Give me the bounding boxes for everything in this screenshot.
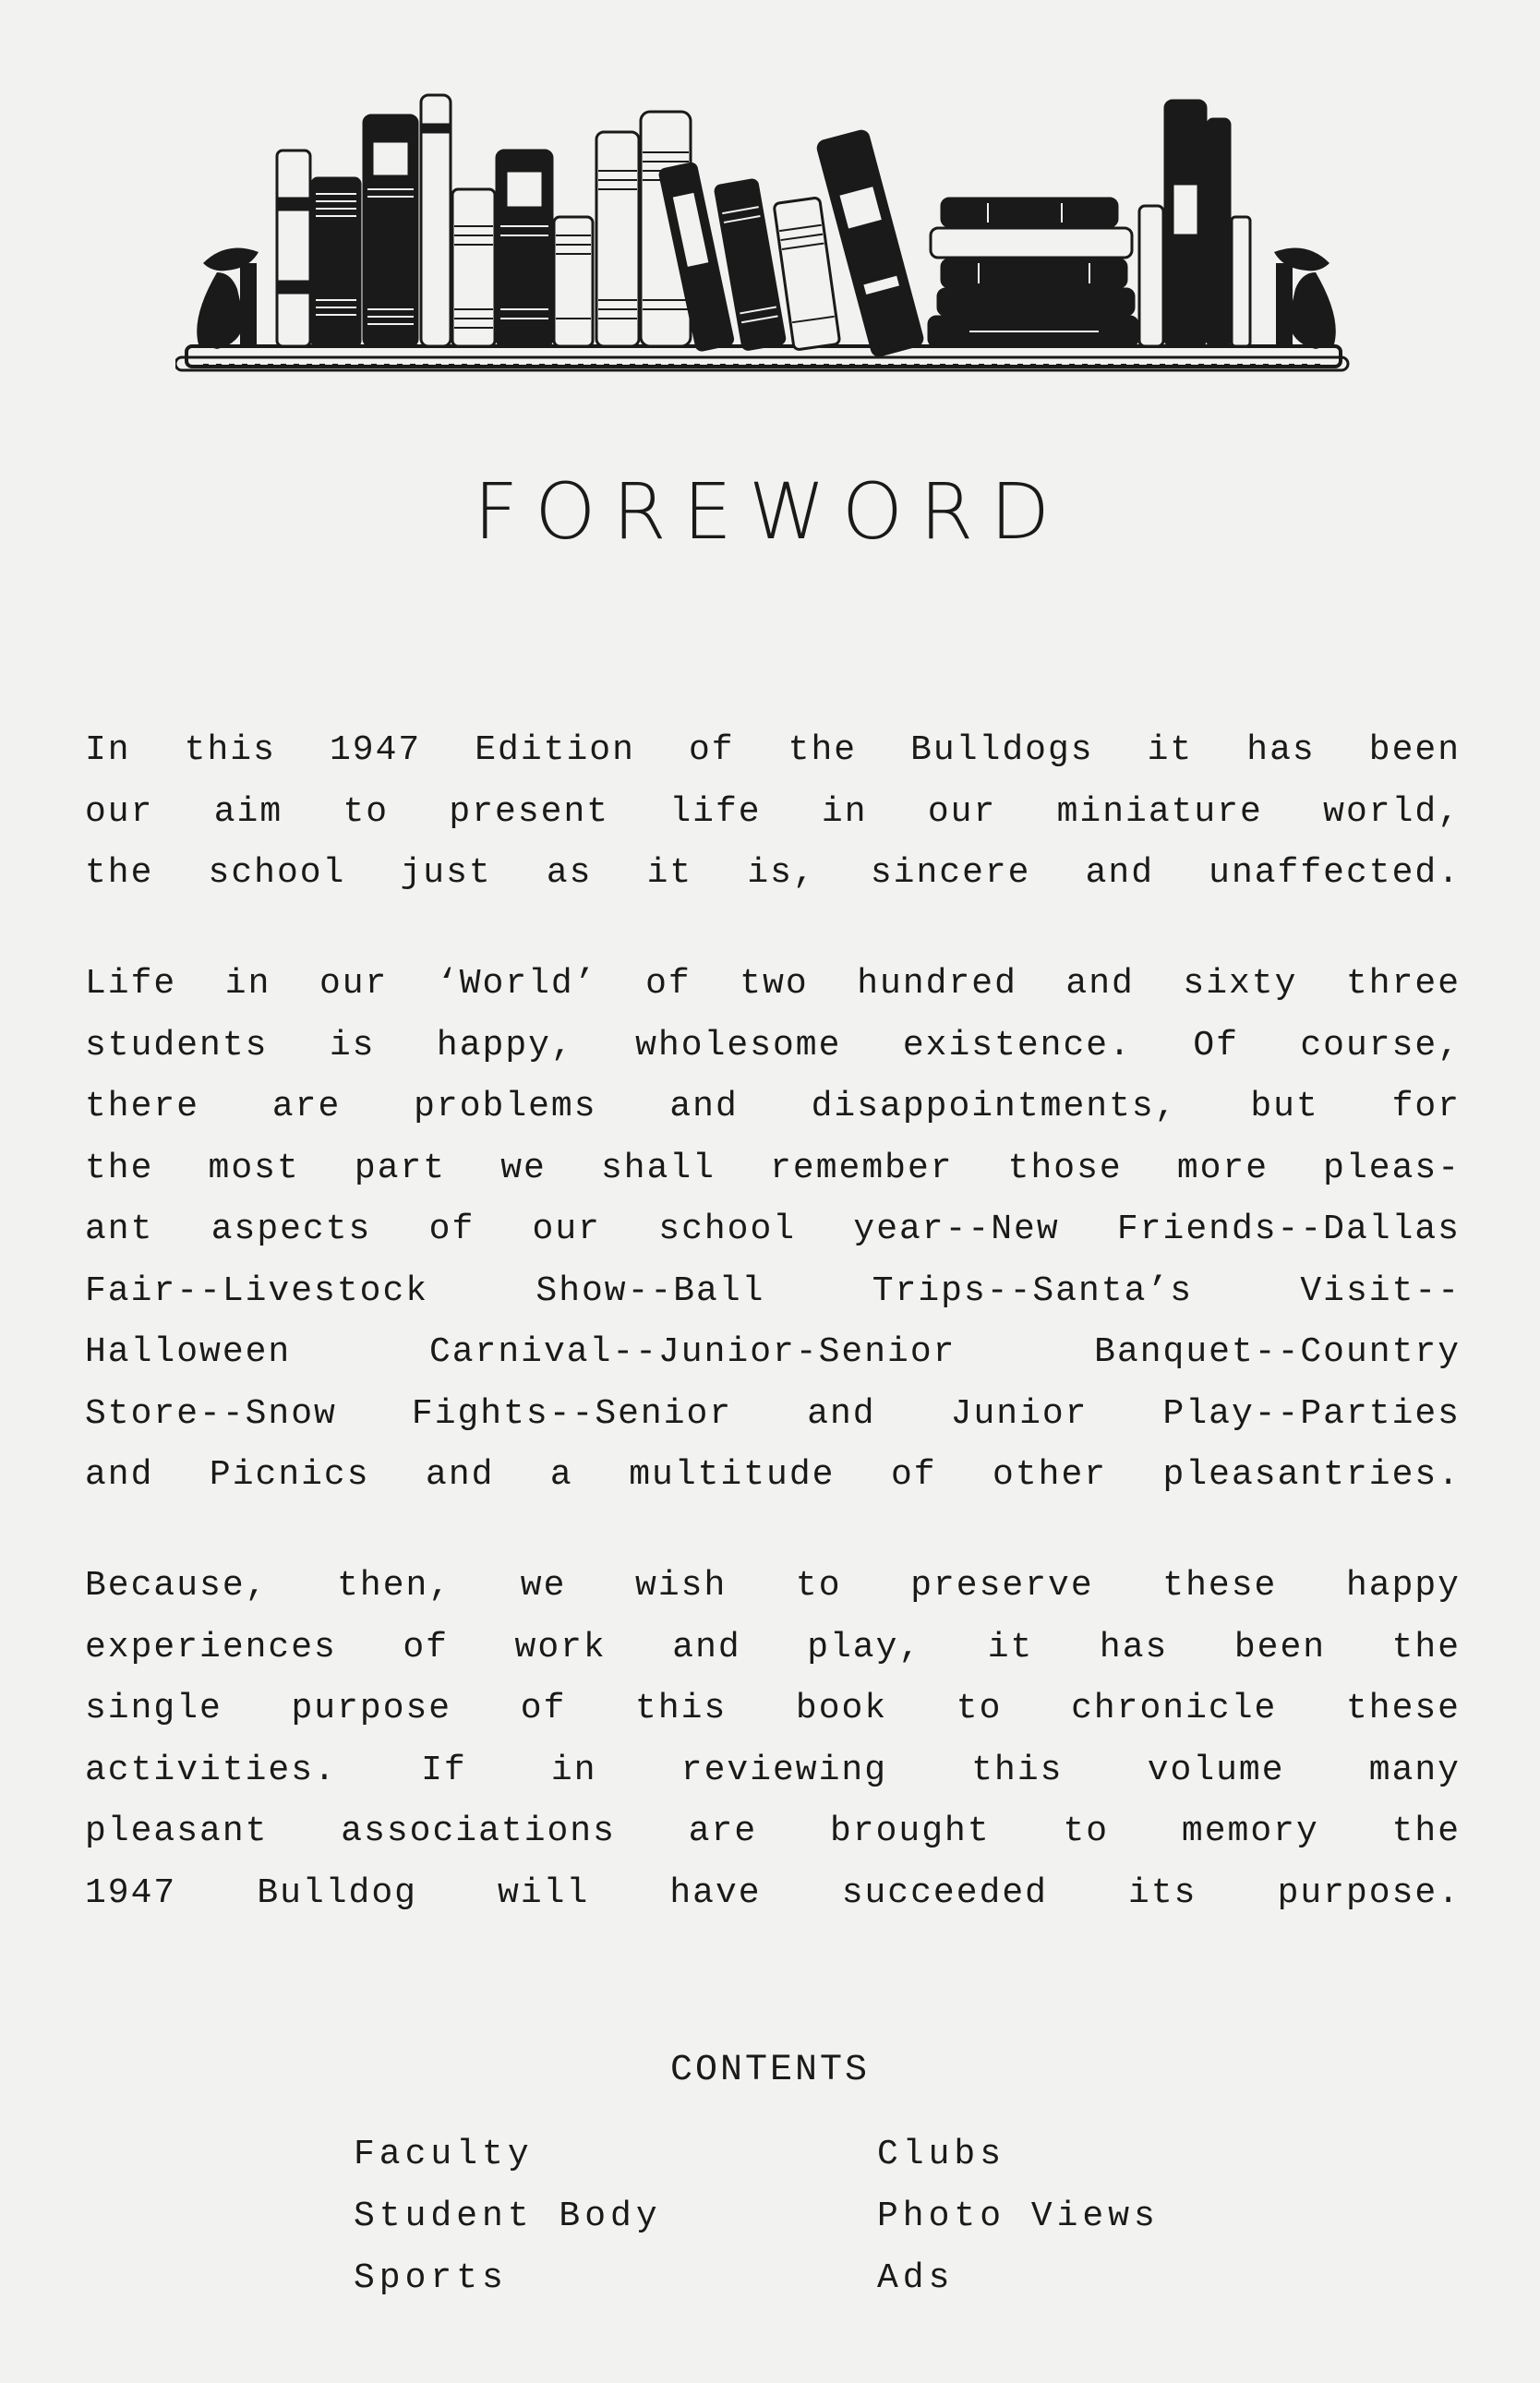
text-line: activities. If in reviewing this volume many — [85, 1750, 1461, 1790]
contents-left-column — [354, 2124, 662, 2309]
foreword-paragraph-1 — [85, 720, 1461, 905]
foreword-paragraph-3 — [85, 1556, 1461, 1924]
text-line: students is happy, wholesome existence. Of course, — [85, 1025, 1461, 1065]
left-bookend-icon — [197, 248, 259, 349]
text-line: Fair--Livestock Show--Ball Trips--Santa’s Visit-- — [85, 1270, 1461, 1311]
text-line: the school just as it is, sincere and unaffected. — [85, 853, 1461, 893]
text-line: Because, then, we wish to preserve these happy — [85, 1566, 1461, 1606]
text-line: our aim to present life in our miniature world, — [85, 791, 1461, 832]
contents-item-student-body: Student Body — [354, 2196, 662, 2236]
contents-right-column — [877, 2124, 1160, 2309]
text-line: experiences of work and play, it has been the — [85, 1627, 1461, 1667]
foreword-paragraph-2 — [85, 954, 1461, 1507]
text-line: the most part we shall remember those more pleas- — [85, 1148, 1461, 1188]
contents-item-clubs: Clubs — [877, 2135, 1006, 2174]
text-line: Store--Snow Fights--Senior and Junior Play--Parties — [85, 1393, 1461, 1434]
contents-heading: CONTENTS — [669, 2050, 871, 2091]
right-bookend-icon — [1274, 248, 1336, 349]
contents-item-ads: Ads — [877, 2258, 955, 2298]
text-line: there are problems and disappointments, but for — [85, 1087, 1461, 1126]
page-title: FOREWORD — [473, 466, 1067, 557]
text-line: Halloween Carnival--Junior-Senior Banquet--Country — [85, 1332, 1461, 1372]
text-line: Life in our ‘World’ of two hundred and sixty three — [85, 964, 1461, 1004]
books-row — [277, 95, 1250, 357]
text-line: In this 1947 Edition of the Bulldogs it has been — [85, 730, 1461, 770]
bookshelf-illustration — [175, 88, 1357, 392]
contents-item-faculty: Faculty — [354, 2135, 534, 2174]
text-line: ant aspects of our school year--New Friends--Dallas — [85, 1210, 1461, 1249]
text-line: and Picnics and a multitude of other pleasantries. — [85, 1455, 1461, 1495]
text-line: 1947 Bulldog will have succeeded its purpose. — [85, 1872, 1461, 1913]
text-line: pleasant associations are brought to memory the — [85, 1811, 1461, 1851]
text-line: single purpose of this book to chronicle these — [85, 1689, 1461, 1728]
contents-item-photo-views: Photo Views — [877, 2196, 1160, 2236]
contents-item-sports: Sports — [354, 2258, 508, 2298]
